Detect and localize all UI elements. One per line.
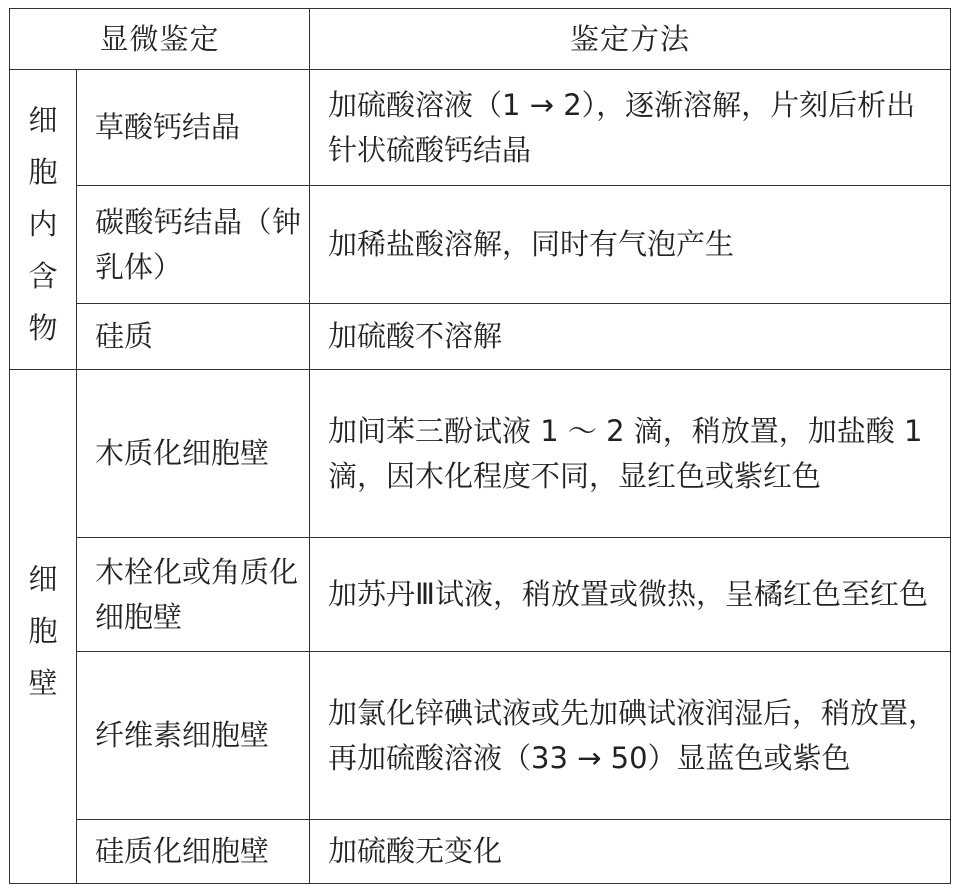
category-cell bbox=[10, 70, 77, 370]
structure-name: 纤维素细胞壁 bbox=[77, 652, 310, 820]
header-row bbox=[10, 9, 951, 70]
table-row bbox=[10, 186, 951, 304]
structure-name: 碳酸钙结晶（钟乳体） bbox=[77, 186, 310, 304]
header-identification-method: 鉴定方法 bbox=[310, 9, 951, 70]
structure-name: 木质化细胞壁 bbox=[77, 370, 310, 538]
table-row bbox=[10, 820, 951, 884]
structure-name: 草酸钙结晶 bbox=[77, 70, 310, 186]
category-label: 细胞内含物 bbox=[28, 103, 58, 345]
method-text: 加硫酸无变化 bbox=[310, 820, 951, 884]
category-cell bbox=[10, 370, 77, 884]
method-text: 加稀盐酸溶解，同时有气泡产生 bbox=[310, 186, 951, 304]
structure-name: 木栓化或角质化细胞壁 bbox=[77, 538, 310, 652]
method-text: 加苏丹Ⅲ试液，稍放置或微热，呈橘红色至红色 bbox=[310, 538, 951, 652]
header-microscopic-identification: 显微鉴定 bbox=[10, 9, 310, 70]
method-text: 加硫酸溶液（1 → 2），逐渐溶解，片刻后析出针状硫酸钙结晶 bbox=[310, 70, 951, 186]
table-row bbox=[10, 304, 951, 370]
structure-name: 硅质 bbox=[77, 304, 310, 370]
identification-table bbox=[9, 8, 951, 884]
category-label: 细胞壁 bbox=[28, 561, 58, 700]
method-text: 加间苯三酚试液 1 ～ 2 滴，稍放置，加盐酸 1 滴，因木化程度不同，显红色或紫红色 bbox=[310, 370, 951, 538]
table-row bbox=[10, 652, 951, 820]
table-row bbox=[10, 70, 951, 186]
method-text: 加硫酸不溶解 bbox=[310, 304, 951, 370]
structure-name: 硅质化细胞壁 bbox=[77, 820, 310, 884]
method-text: 加氯化锌碘试液或先加碘试液润湿后，稍放置，再加硫酸溶液（33 → 50）显蓝色或紫色 bbox=[310, 652, 951, 820]
table-row bbox=[10, 538, 951, 652]
table-row bbox=[10, 370, 951, 538]
